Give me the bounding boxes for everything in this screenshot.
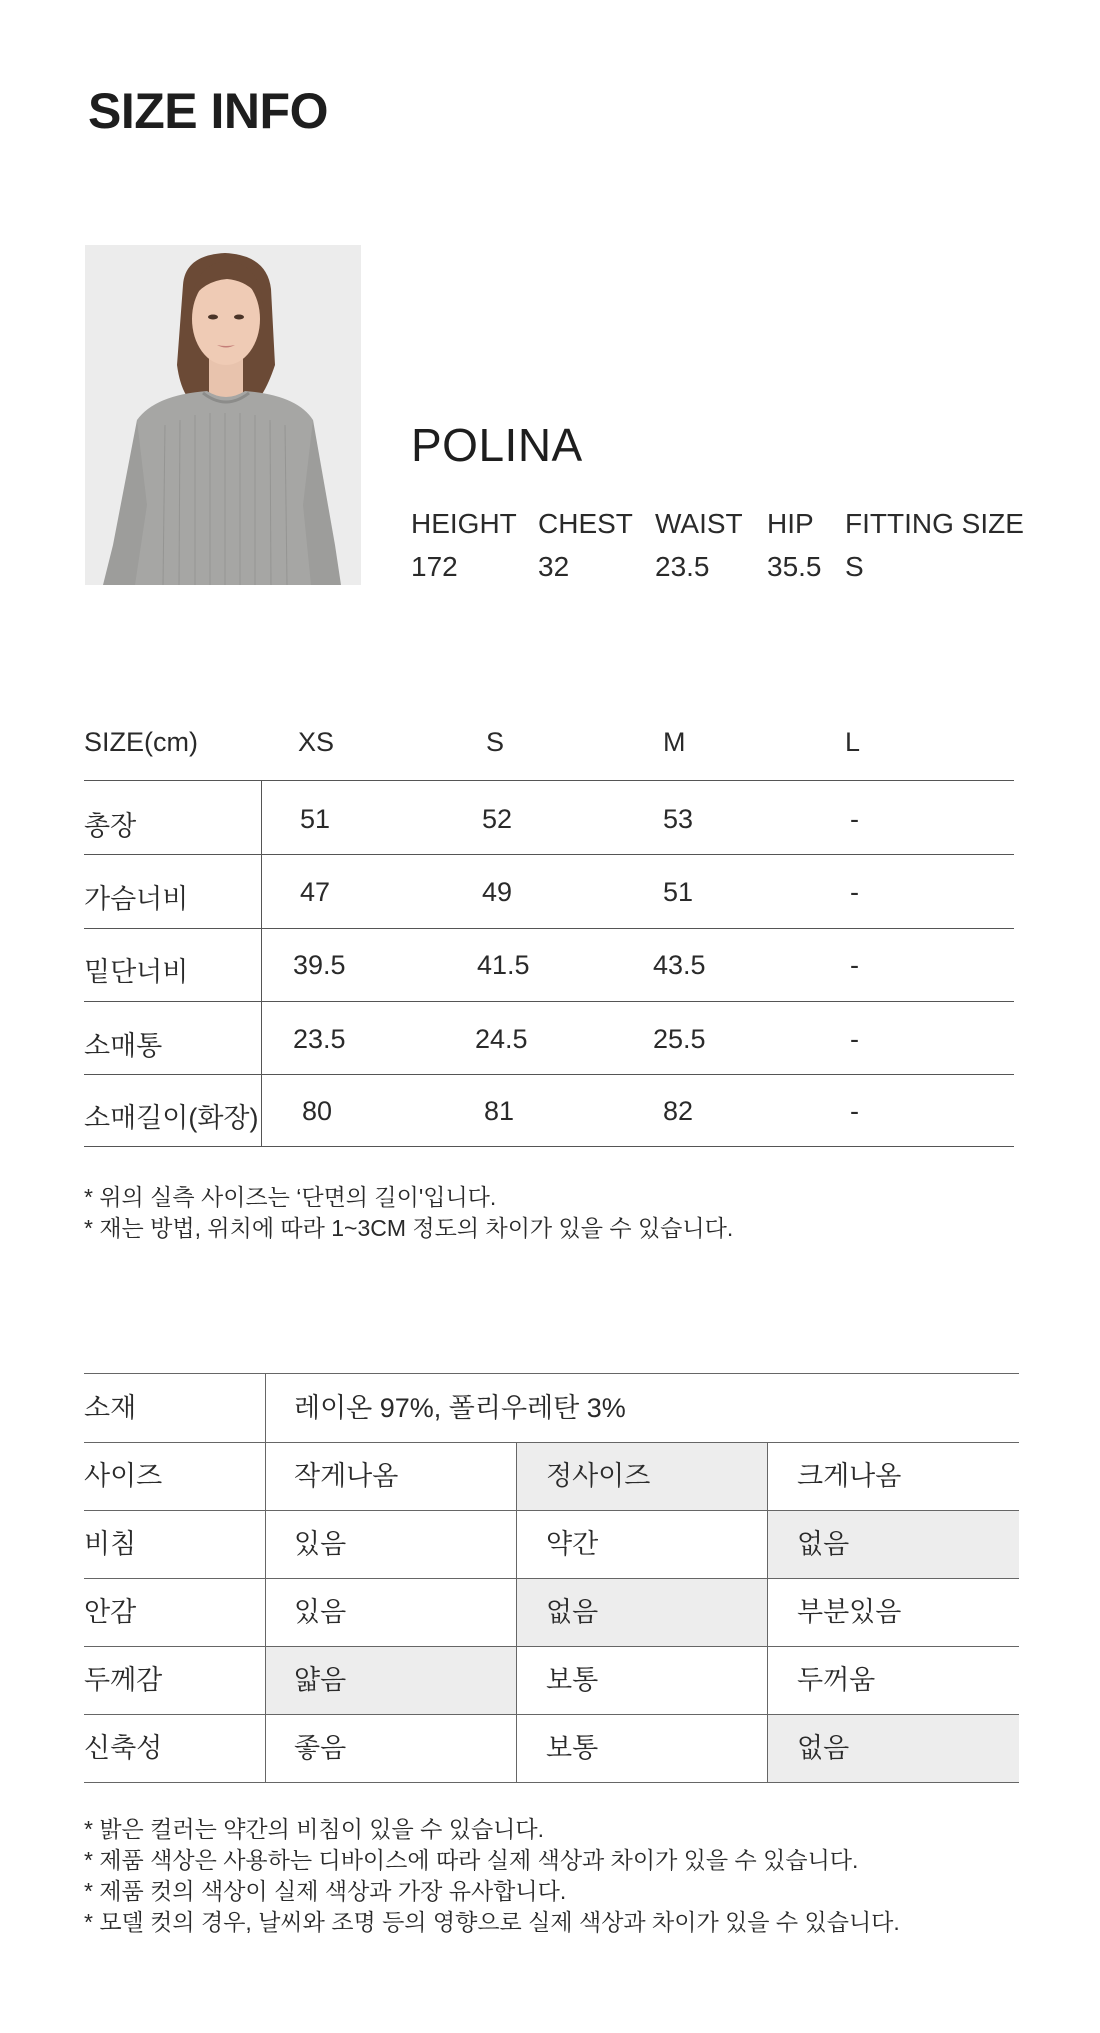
model-header-hip: HIP bbox=[767, 508, 814, 539]
size-note: * 재는 방법, 위치에 따라 1~3CM 정도의 차이가 있을 수 있습니다. bbox=[84, 1215, 734, 1241]
fabric-option: 작게나옴 bbox=[294, 1461, 399, 1491]
size-row-value: 81 bbox=[484, 1096, 515, 1126]
size-row-divider bbox=[84, 928, 1014, 929]
size-header-m: M bbox=[663, 727, 686, 757]
size-row-value: 24.5 bbox=[475, 1024, 528, 1054]
model-header-height: HEIGHT bbox=[411, 508, 517, 539]
size-row-value: 51 bbox=[663, 877, 694, 907]
size-row-value: 41.5 bbox=[477, 950, 530, 980]
fabric-option: 있음 bbox=[294, 1597, 347, 1627]
fabric-option-selected: 없음 bbox=[797, 1529, 850, 1559]
fabric-row-label: 두께감 bbox=[84, 1665, 163, 1695]
model-header-fitting-size: FITTING SIZE bbox=[845, 508, 1024, 539]
fabric-option: 약간 bbox=[546, 1529, 599, 1559]
size-row-divider bbox=[84, 1146, 1014, 1147]
size-note: * 위의 실측 사이즈는 ‘단면의 길이'입니다. bbox=[84, 1184, 497, 1210]
fabric-row-label: 안감 bbox=[84, 1597, 137, 1627]
size-header-xs: XS bbox=[298, 727, 335, 757]
size-row-value: 51 bbox=[300, 804, 331, 834]
model-value-height: 172 bbox=[411, 551, 458, 582]
size-row-label: 밑단너비 bbox=[84, 957, 189, 987]
size-row-value: - bbox=[850, 1024, 859, 1054]
size-row-value: 47 bbox=[300, 877, 331, 907]
model-header-chest: CHEST bbox=[538, 508, 633, 539]
fabric-divider bbox=[84, 1373, 1019, 1374]
fabric-option-selected: 없음 bbox=[797, 1733, 850, 1763]
size-row-value: - bbox=[850, 804, 859, 834]
bottom-note: * 제품 색상은 사용하는 디바이스에 따라 실제 색상과 차이가 있을 수 있습니다. bbox=[84, 1847, 859, 1873]
fabric-option: 있음 bbox=[294, 1529, 347, 1559]
size-header-l: L bbox=[845, 727, 861, 757]
fabric-option: 크게나옴 bbox=[797, 1461, 902, 1491]
fabric-option: 보통 bbox=[546, 1733, 599, 1763]
size-header-s: S bbox=[486, 727, 505, 757]
size-row-value: 82 bbox=[663, 1096, 694, 1126]
model-illustration bbox=[85, 245, 361, 585]
size-row-label: 총장 bbox=[84, 811, 137, 841]
fabric-row-label: 비침 bbox=[84, 1529, 137, 1559]
size-row-value: 52 bbox=[482, 804, 513, 834]
fabric-option-selected: 없음 bbox=[546, 1597, 599, 1627]
fabric-option: 부분있음 bbox=[797, 1597, 902, 1627]
bottom-note: * 제품 컷의 색상이 실제 색상과 가장 유사합니다. bbox=[84, 1878, 567, 1904]
size-row-value: 39.5 bbox=[293, 950, 346, 980]
fabric-material-label: 소재 bbox=[84, 1393, 137, 1423]
model-value-waist: 23.5 bbox=[655, 551, 710, 582]
model-value-hip: 35.5 bbox=[767, 551, 822, 582]
size-row-value: - bbox=[850, 877, 859, 907]
bottom-note: * 밝은 컬러는 약간의 비침이 있을 수 있습니다. bbox=[84, 1816, 544, 1842]
model-photo bbox=[85, 245, 361, 585]
fabric-option-selected: 정사이즈 bbox=[546, 1461, 651, 1491]
fabric-material-value: 레이온 97%, 폴리우레탄 3% bbox=[294, 1393, 626, 1423]
size-row-value: - bbox=[850, 1096, 859, 1126]
size-row-divider bbox=[84, 1074, 1014, 1075]
model-header-waist: WAIST bbox=[655, 508, 743, 539]
fabric-column-divider bbox=[767, 1442, 768, 1782]
fabric-column-divider bbox=[516, 1442, 517, 1782]
size-row-label: 소매길이(화장) bbox=[84, 1103, 259, 1133]
fabric-row-label: 신축성 bbox=[84, 1733, 163, 1763]
bottom-note: * 모델 컷의 경우, 날씨와 조명 등의 영향으로 실제 색상과 차이가 있을 수 있습니다. bbox=[84, 1909, 900, 1935]
size-table-column-divider bbox=[261, 780, 262, 1147]
model-value-chest: 32 bbox=[538, 551, 570, 582]
fabric-row-label: 사이즈 bbox=[84, 1461, 163, 1491]
fabric-option: 보통 bbox=[546, 1665, 599, 1695]
size-table-header-label: SIZE(cm) bbox=[84, 727, 198, 757]
fabric-option: 좋음 bbox=[294, 1733, 347, 1763]
size-row-value: - bbox=[850, 950, 859, 980]
size-row-divider bbox=[84, 1001, 1014, 1002]
size-row-value: 43.5 bbox=[653, 950, 706, 980]
size-row-divider bbox=[84, 854, 1014, 855]
fabric-column-divider bbox=[265, 1373, 266, 1782]
fabric-divider bbox=[84, 1782, 1019, 1783]
size-row-value: 23.5 bbox=[293, 1024, 346, 1054]
size-row-label: 가슴너비 bbox=[84, 884, 189, 914]
fabric-option-selected: 얇음 bbox=[294, 1665, 347, 1695]
fabric-option: 두꺼움 bbox=[797, 1665, 876, 1695]
size-row-value: 80 bbox=[302, 1096, 333, 1126]
size-table-divider bbox=[84, 780, 1014, 781]
size-row-label: 소매통 bbox=[84, 1031, 163, 1061]
page-title: SIZE INFO bbox=[88, 83, 328, 139]
model-value-fitting-size: S bbox=[845, 551, 864, 582]
model-name: POLINA bbox=[411, 419, 583, 471]
size-row-value: 25.5 bbox=[653, 1024, 706, 1054]
size-row-value: 49 bbox=[482, 877, 513, 907]
size-row-value: 53 bbox=[663, 804, 694, 834]
